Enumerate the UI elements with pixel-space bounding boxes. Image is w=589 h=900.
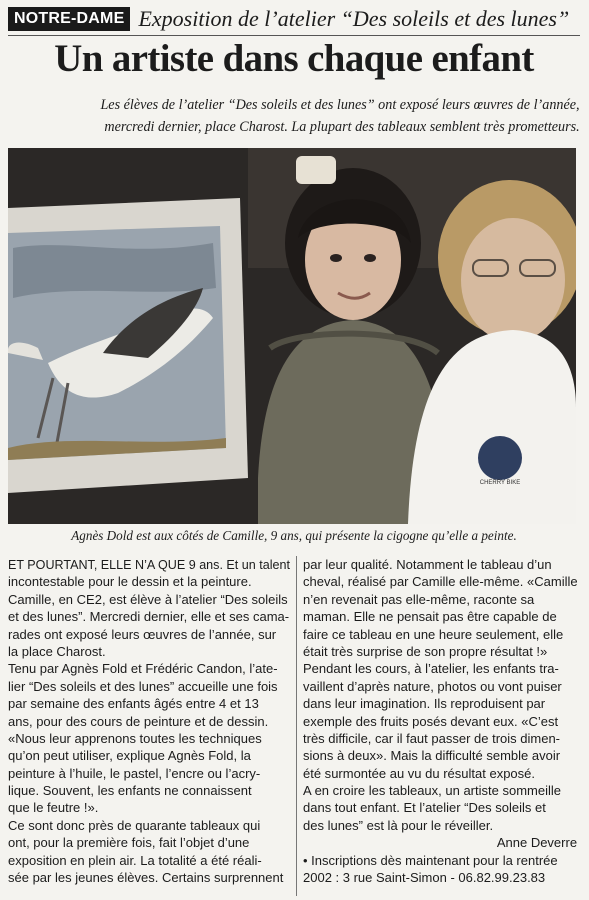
article-line: sions à deux». Mais la difficulté semble avoir xyxy=(303,748,561,764)
article-line: que le feutre !». xyxy=(8,800,99,816)
badge-text: CHERRY BIKE xyxy=(479,480,521,486)
article-line: maman. Elle ne pensait pas être capable de xyxy=(303,609,557,625)
standfirst-line: Les élèves de l’atelier “Des soleils et des lunes” ont exposé leurs œuvres de l’année, xyxy=(100,97,580,113)
article-line: été surmontée au vu du résultat exposé. xyxy=(303,765,536,781)
article-line: exposition en plein air. La totalité a été réali- xyxy=(8,852,262,868)
standfirst-line: mercredi dernier, place Charost. La plupart des tableaux semblent très prometteurs. xyxy=(104,119,580,135)
article-line: Camille, en CE2, est élève à l’atelier “Des soleils xyxy=(8,591,288,607)
headline: Un artiste dans chaque enfant xyxy=(54,37,534,80)
article-line: était très surprise de son propre résultat !» xyxy=(303,643,548,659)
info-line: 2002 : 3 rue Saint-Simon - 06.82.99.23.83 xyxy=(303,870,546,886)
article-line: dans leur imagination. Ils reproduisent par xyxy=(303,696,546,712)
article-line: peinture à l’huile, le pastel, l’encre ou l’acry- xyxy=(8,765,261,781)
article-line: cheval, réalisé par Camille elle-même. «Camille xyxy=(303,574,578,590)
article-line: Ce sont donc près de quarante tableaux qui xyxy=(8,817,261,833)
header xyxy=(8,4,580,34)
article-line: rades ont exposé leurs œuvres de l’année, sur xyxy=(8,626,277,642)
column-divider xyxy=(296,556,297,896)
article-line: A en croire les tableaux, un artiste sommeille xyxy=(303,783,562,799)
article-line: Pendant les cours, à l’atelier, les enfants tra- xyxy=(303,661,559,677)
article-line: ont, pour la première fois, fait l’objet d’une xyxy=(8,835,250,851)
article-line: très difficile, car il faut passer de trois dimen- xyxy=(303,730,561,746)
author-signature: Anne Deverre xyxy=(496,835,578,851)
article-line: «Nous leur apprenons toutes les techniques xyxy=(8,730,262,746)
article-line: incontestable pour le dessin et la peinture. xyxy=(8,574,252,590)
article-line: exemple des fruits posés devant eux. «C’est xyxy=(303,713,559,729)
article-line: qu’on peut utiliser, explique Agnès Fold, la xyxy=(8,748,251,764)
article-line: sée par les jeunes élèves. Certains surprennent xyxy=(8,870,284,886)
article-line: par leur qualité. Notamment le tableau d’un xyxy=(303,557,552,572)
article-line: ans, pour des cours de peinture et de dessin. xyxy=(8,713,269,729)
article-line: n’en revenait pas elle-même, raconte sa xyxy=(303,591,535,607)
article-line: lier “Des soleils et des lunes” accueille une fois xyxy=(8,678,278,694)
photo-caption: Agnès Dold est aux côtés de Camille, 9 ans, qui présente la cigogne qu’elle a peinte. xyxy=(71,528,517,543)
article-line: et des lunes”. Mercredi dernier, elle et ses cama- xyxy=(8,609,290,625)
article-line: par semaine des enfants âgés entre 4 et 13 xyxy=(8,696,259,712)
article-line: Tenu par Agnès Fold et Frédéric Candon, l’ate- xyxy=(8,661,278,677)
kicker-title: Exposition de l’atelier “Des soleils et des lunes” xyxy=(138,6,570,31)
article-line: des lunes” est là pour le réveiller. xyxy=(303,817,494,833)
info-line: • Inscriptions dès maintenant pour la rentrée xyxy=(303,852,558,868)
article-line: lique. Souvent, les enfants ne connaissent xyxy=(8,783,252,799)
article-line: ET POURTANT, ELLE N’A QUE 9 ans. Et un talent xyxy=(8,557,290,572)
rubric-label: NOTRE-DAME xyxy=(8,7,130,31)
article-column-right xyxy=(303,556,585,886)
article-line: dans tout enfant. Et l’atelier “Des soleils et xyxy=(303,800,546,816)
article-photo xyxy=(8,148,576,524)
article-line: la place Charost. xyxy=(8,643,106,659)
photo-illustration xyxy=(8,148,576,524)
standfirst xyxy=(8,94,580,138)
article-line: vaillent d’après nature, photos ou vont puiser xyxy=(303,678,562,694)
article-line: faire ce tableau en une heure seulement, elle xyxy=(303,626,564,642)
article-column-left xyxy=(8,556,292,886)
